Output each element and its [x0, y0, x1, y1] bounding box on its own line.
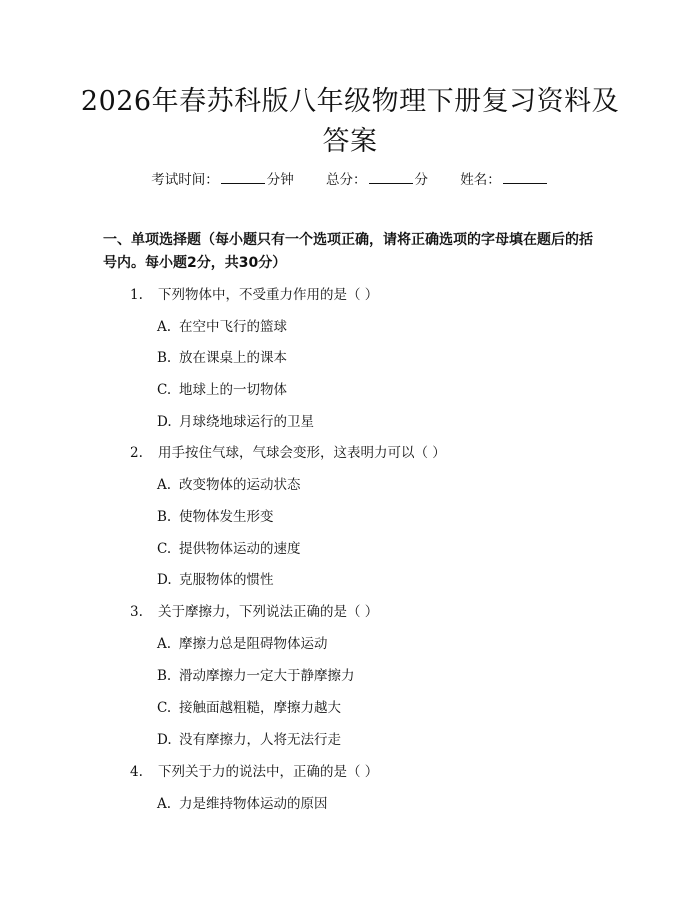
option-text: 滑动摩擦力一定大于静摩擦力 [179, 668, 355, 684]
meta-total-score [326, 168, 428, 188]
option-item [157, 632, 328, 652]
option-letter: B. [157, 350, 172, 366]
question-4 [130, 760, 378, 780]
option-letter: A. [157, 796, 172, 812]
option-item [157, 537, 301, 557]
option-item [157, 664, 355, 684]
meta-label: 考试时间： [151, 172, 219, 188]
option-item [157, 728, 341, 748]
question-number: 4. [130, 764, 143, 780]
option-text: 接触面越粗糙，摩擦力越大 [179, 700, 341, 716]
option-item [157, 792, 328, 812]
option-text: 地球上的一切物体 [179, 382, 287, 398]
option-text: 在空中飞行的篮球 [179, 319, 287, 335]
question-number: 1. [130, 287, 143, 303]
option-text: 克服物体的惯性 [179, 572, 274, 588]
meta-name [460, 168, 549, 188]
option-letter: A. [157, 636, 172, 652]
meta-suffix: 分钟 [266, 172, 294, 188]
option-item [157, 315, 287, 335]
option-letter: B. [157, 509, 172, 525]
option-text: 摩擦力总是阻碍物体运动 [179, 636, 328, 652]
option-item [157, 410, 314, 430]
document-title: 2026年春苏科版八年级物理下册复习资料及答案 [80, 86, 620, 157]
question-text: 用手按住气球，气球会变形，这表明力可以（ ） [158, 445, 446, 461]
meta-label: 总分： [326, 172, 367, 188]
option-item [157, 568, 274, 588]
option-item [157, 346, 287, 366]
fill-blank [221, 171, 265, 184]
question-number: 3. [130, 604, 143, 620]
question-2 [130, 441, 446, 461]
option-item [157, 696, 341, 716]
meta-exam-time [151, 168, 294, 188]
option-text: 力是维持物体运动的原因 [179, 796, 328, 812]
meta-label: 姓名： [460, 172, 501, 188]
meta-suffix: 分 [414, 172, 428, 188]
option-letter: B. [157, 668, 172, 684]
option-text: 放在课桌上的课本 [179, 350, 287, 366]
fill-blank [503, 171, 547, 184]
question-3 [130, 600, 378, 620]
option-item [157, 378, 287, 398]
fill-blank [369, 171, 413, 184]
exam-meta-line [0, 168, 700, 188]
option-letter: A. [157, 319, 172, 335]
section-heading: 一、单项选择题（每小题只有一个选项正确，请将正确选项的字母填在题后的括号内。每小题2分，共30分） [103, 232, 593, 271]
question-text: 关于摩擦力，下列说法正确的是（ ） [158, 604, 379, 620]
option-text: 提供物体运动的速度 [179, 541, 301, 557]
option-letter: C. [157, 700, 172, 716]
option-letter: C. [157, 382, 172, 398]
option-item [157, 505, 274, 525]
question-1 [130, 283, 378, 303]
question-text: 下列物体中，不受重力作用的是（ ） [158, 287, 379, 303]
option-letter: D. [157, 732, 172, 748]
option-item [157, 473, 301, 493]
option-letter: A. [157, 477, 172, 493]
question-text: 下列关于力的说法中，正确的是（ ） [158, 764, 379, 780]
option-letter: D. [157, 414, 172, 430]
option-letter: D. [157, 572, 172, 588]
option-text: 没有摩擦力，人将无法行走 [179, 732, 341, 748]
option-text: 使物体发生形变 [179, 509, 274, 525]
option-letter: C. [157, 541, 172, 557]
question-number: 2. [130, 445, 143, 461]
option-text: 月球绕地球运行的卫星 [179, 414, 314, 430]
option-text: 改变物体的运动状态 [179, 477, 301, 493]
